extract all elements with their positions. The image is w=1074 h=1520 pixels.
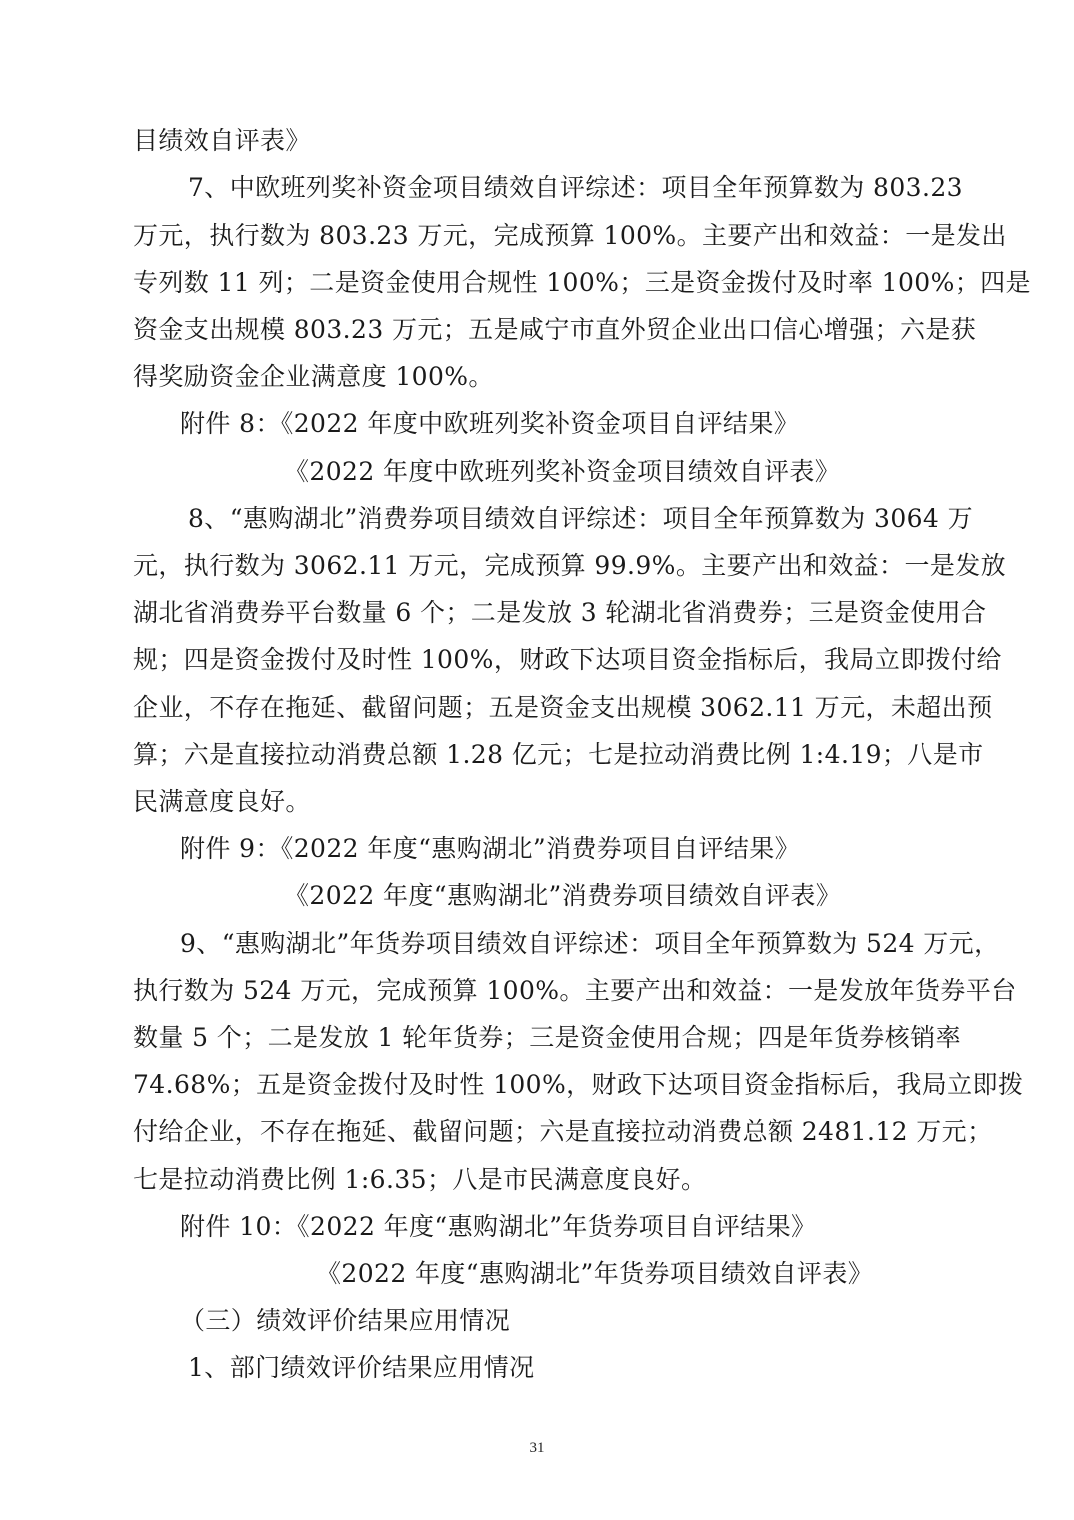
- text-line: 执行数为 524 万元，完成预算 100%。主要产出和效益：一是发放年货券平台: [133, 976, 1017, 1005]
- subsection-heading: 1、部门绩效评价结果应用情况: [188, 1353, 535, 1382]
- attachment-table-title: 《2022 年度中欧班列奖补资金项目绩效自评表》: [284, 457, 841, 486]
- attachment-line: 附件 10：《2022 年度“惠购湖北”年货券项目自评结果》: [180, 1212, 817, 1241]
- text-line: 专列数 11 列；二是资金使用合规性 100%；三是资金拨付及时率 100%；四是: [133, 268, 1031, 297]
- text-line: 民满意度良好。: [133, 787, 311, 816]
- text-line: 9、“惠购湖北”年货券项目绩效自评综述：项目全年预算数为 524 万元，: [180, 929, 1000, 958]
- text-line: 规；四是资金拨付及时性 100%，财政下达项目资金指标后，我局立即拨付给: [133, 645, 1002, 674]
- text-line: 七是拉动消费比例 1:6.35；八是市民满意度良好。: [133, 1165, 707, 1194]
- text-line: 8、“惠购湖北”消费券项目绩效自评综述：项目全年预算数为 3064 万: [188, 504, 973, 533]
- text-line: 资金支出规模 803.23 万元；五是咸宁市直外贸企业出口信心增强；六是获: [133, 315, 977, 344]
- text-line: 7、中欧班列奖补资金项目绩效自评综述：项目全年预算数为 803.23: [188, 173, 963, 202]
- text-line: 算；六是直接拉动消费总额 1.28 亿元；七是拉动消费比例 1:4.19；八是市: [133, 740, 984, 769]
- text-line: 企业，不存在拖延、截留问题；五是资金支出规模 3062.11 万元，未超出预: [133, 693, 993, 722]
- text-line: 付给企业，不存在拖延、截留问题；六是直接拉动消费总额 2481.12 万元；: [133, 1117, 993, 1146]
- text-line: 万元，执行数为 803.23 万元，完成预算 100%。主要产出和效益：一是发出: [133, 221, 1007, 250]
- attachment-line: 附件 9：《2022 年度“惠购湖北”消费券项目自评结果》: [180, 834, 801, 863]
- page-number: 31: [529, 1440, 545, 1456]
- attachment-table-title: 《2022 年度“惠购湖北”消费券项目绩效自评表》: [284, 881, 842, 910]
- text-line: 得奖励资金企业满意度 100%。: [133, 362, 494, 391]
- attachment-table-title: 《2022 年度“惠购湖北”年货券项目绩效自评表》: [316, 1259, 874, 1288]
- attachment-line: 附件 8：《2022 年度中欧班列奖补资金项目自评结果》: [180, 409, 800, 438]
- text-line: 湖北省消费券平台数量 6 个；二是发放 3 轮湖北省消费券；三是资金使用合: [133, 598, 987, 627]
- text-line: 元，执行数为 3062.11 万元，完成预算 99.9%。主要产出和效益：一是发放: [133, 551, 1007, 580]
- text-line: 数量 5 个；二是发放 1 轮年货券；三是资金使用合规；四是年货券核销率: [133, 1023, 962, 1052]
- section-heading: （三）绩效评价结果应用情况: [180, 1306, 511, 1335]
- text-line: 74.68%；五是资金拨付及时性 100%，财政下达项目资金指标后，我局立即拨: [133, 1070, 1024, 1099]
- text-line: 目绩效自评表》: [133, 126, 311, 155]
